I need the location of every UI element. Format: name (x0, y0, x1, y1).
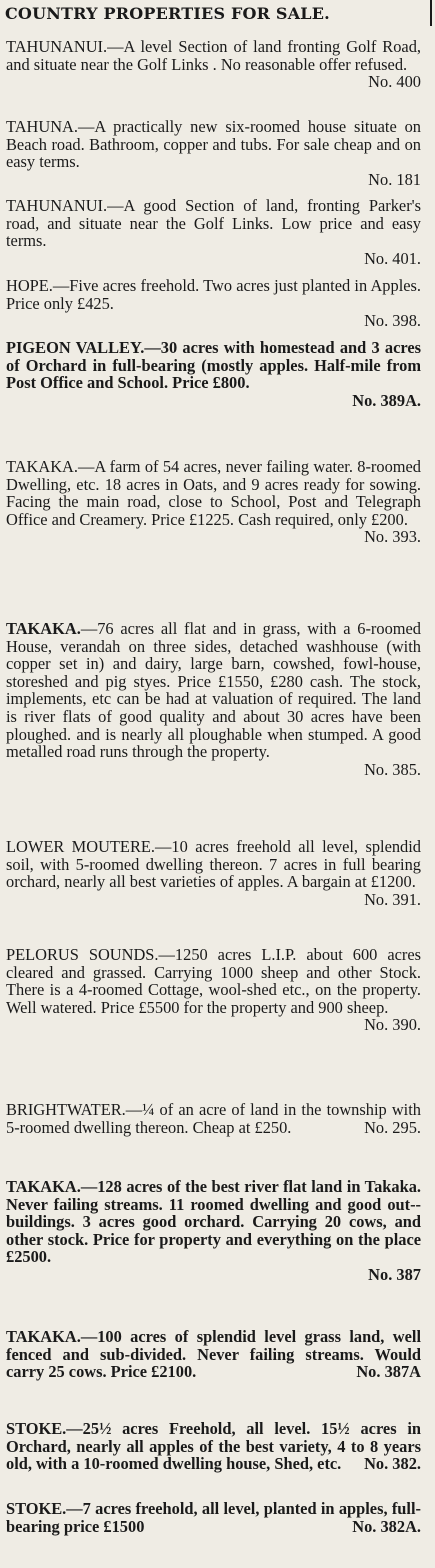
listing-place: TAHUNANUI. (6, 196, 108, 215)
listing-ref: No. 393. (364, 527, 421, 547)
listing-place: PELORUS SOUNDS. (6, 945, 159, 964)
listing-ref: No. 181 (368, 169, 421, 189)
listing-text: —128 acres of the best river flat land in Takaka. Never failing streams. 11 roomed dwelling and good out--buildings. 3 acres good orchard. Carrying 20 cows, and other stock. Price for property and everything on the place £2500. (6, 1177, 421, 1267)
listing-tahunanui-1 (6, 38, 421, 91)
listing-ref: No. 387 (368, 1264, 421, 1284)
listing-pigeon-valley (6, 339, 421, 409)
listing-ref: No. 401. (364, 248, 421, 268)
listing-stoke-1 (6, 1420, 421, 1473)
listing-ref: No. 389A. (352, 390, 421, 410)
section-heading: COUNTRY PROPERTIES FOR SALE. (5, 4, 330, 23)
listing-ref: No. 295. (364, 1117, 421, 1137)
listing-place: TAKAKA. (6, 619, 81, 638)
listing-place: HOPE. (6, 276, 53, 295)
listing-ref: No. 382. (364, 1454, 421, 1474)
listing-place: TAHUNANUI. (6, 37, 108, 56)
listing-takaka-3 (6, 1178, 421, 1284)
listing-pelorus-sounds (6, 946, 421, 1034)
listing-text: —100 acres of splendid level grass land, well fenced and sub-divided. Never failing streams. Would carry 25 cows. Price £2100. (6, 1327, 421, 1382)
listing-text: —25½ acres Freehold, all level. 15½ acres in Orchard, nearly all apples of the best variety, 4 to 8 years old, with a 10-roomed dwelling house, Shed, etc. (6, 1419, 421, 1474)
listing-stoke-2 (6, 1500, 421, 1535)
listing-text: —76 acres all flat and in grass, with a 6-roomed House, verandah on three sides, detached washhouse (with copper set in) and dairy, large barn, cowshed, fowl-house, storeshed and pig styes. Price £1550, £280 cash. The stock, implements, etc can be had at valuation of required. The land is river flats of good quality and about 30 acres have been ploughed. and is nearly all ploughable when stumped. A good metalled road runs through the property. (6, 619, 421, 762)
listing-place: PIGEON VALLEY. (6, 338, 145, 357)
listing-place: STOKE. (6, 1419, 67, 1438)
listing-place: STOKE. (6, 1499, 67, 1518)
listing-text: —¼ of an acre of land in the township with 5-roomed dwelling thereon. Cheap at £250. (6, 1100, 421, 1137)
listing-ref: No. 398. (364, 311, 421, 331)
listing-tahunanui-2 (6, 197, 421, 267)
listing-text: —A farm of 54 acres, never failing water. 8-roomed Dwelling, etc. 18 acres in Oats, and 9 acres ready for sowing. Facing the main road, close to School, Post and Telegraph Office and Creamery. Price £1225. Cash required, only £200. (6, 457, 421, 529)
listing-text: —Five acres freehold. Two acres just planted in Apples. Price only £425. (6, 276, 421, 313)
listing-lower-moutere (6, 838, 421, 908)
listing-text: —1250 acres L.I.P. about 600 acres cleared and grassed. Carrying 1000 sheep and other Stock. There is a 4-roomed Cottage, wool-shed etc., on the property. Well watered. Price £5500 for the property and 900 sheep. (6, 945, 422, 1017)
listing-takaka-1 (6, 458, 421, 546)
listing-text: —A practically new six-roomed house situate on Beach road. Bathroom, copper and tubs. For sale cheap and on easy terms. (6, 117, 421, 172)
listing-text: —A level Section of land fronting Golf Road, and situate near the Golf Links . No reasonable offer refused. (6, 37, 421, 74)
listing-text: —10 acres freehold all level, splendid soil, with 5-roomed dwelling thereon. 7 acres in full bearing orchard, nearly all best varieties of apples. A bargain at £1200. (6, 837, 421, 892)
listing-takaka-2 (6, 620, 421, 778)
column-rule (430, 0, 432, 26)
listing-place: TAKAKA. (6, 1177, 81, 1196)
listing-place: TAKAKA. (6, 457, 78, 476)
listing-place: TAHUNA. (6, 117, 78, 136)
listing-ref: No. 382A. (352, 1516, 421, 1536)
listing-tahuna (6, 118, 421, 188)
listing-takaka-4 (6, 1328, 421, 1381)
listing-place: LOWER MOUTERE. (6, 837, 155, 856)
listing-brightwater (6, 1101, 421, 1136)
listing-place: BRIGHTWATER. (6, 1100, 126, 1119)
listing-text: —30 acres with homestead and 3 acres of Orchard in full-bearing (mostly apples. Half-mile from Post Office and School. Price £800. (6, 338, 422, 393)
listing-ref: No. 391. (364, 889, 421, 909)
listing-text: —A good Section of land, fronting Parker's road, and situate near the Golf Links. Low price and easy terms. (6, 196, 421, 251)
listing-ref: No. 387A (356, 1362, 421, 1382)
listing-hope (6, 277, 421, 330)
listing-ref: No. 390. (364, 1015, 421, 1035)
listing-place: TAKAKA. (6, 1327, 81, 1346)
listing-ref: No. 400 (368, 72, 421, 92)
listing-ref: No. 385. (364, 759, 421, 779)
listing-text: —7 acres freehold, all level, planted in apples, full-bearing price £1500 (6, 1499, 421, 1536)
